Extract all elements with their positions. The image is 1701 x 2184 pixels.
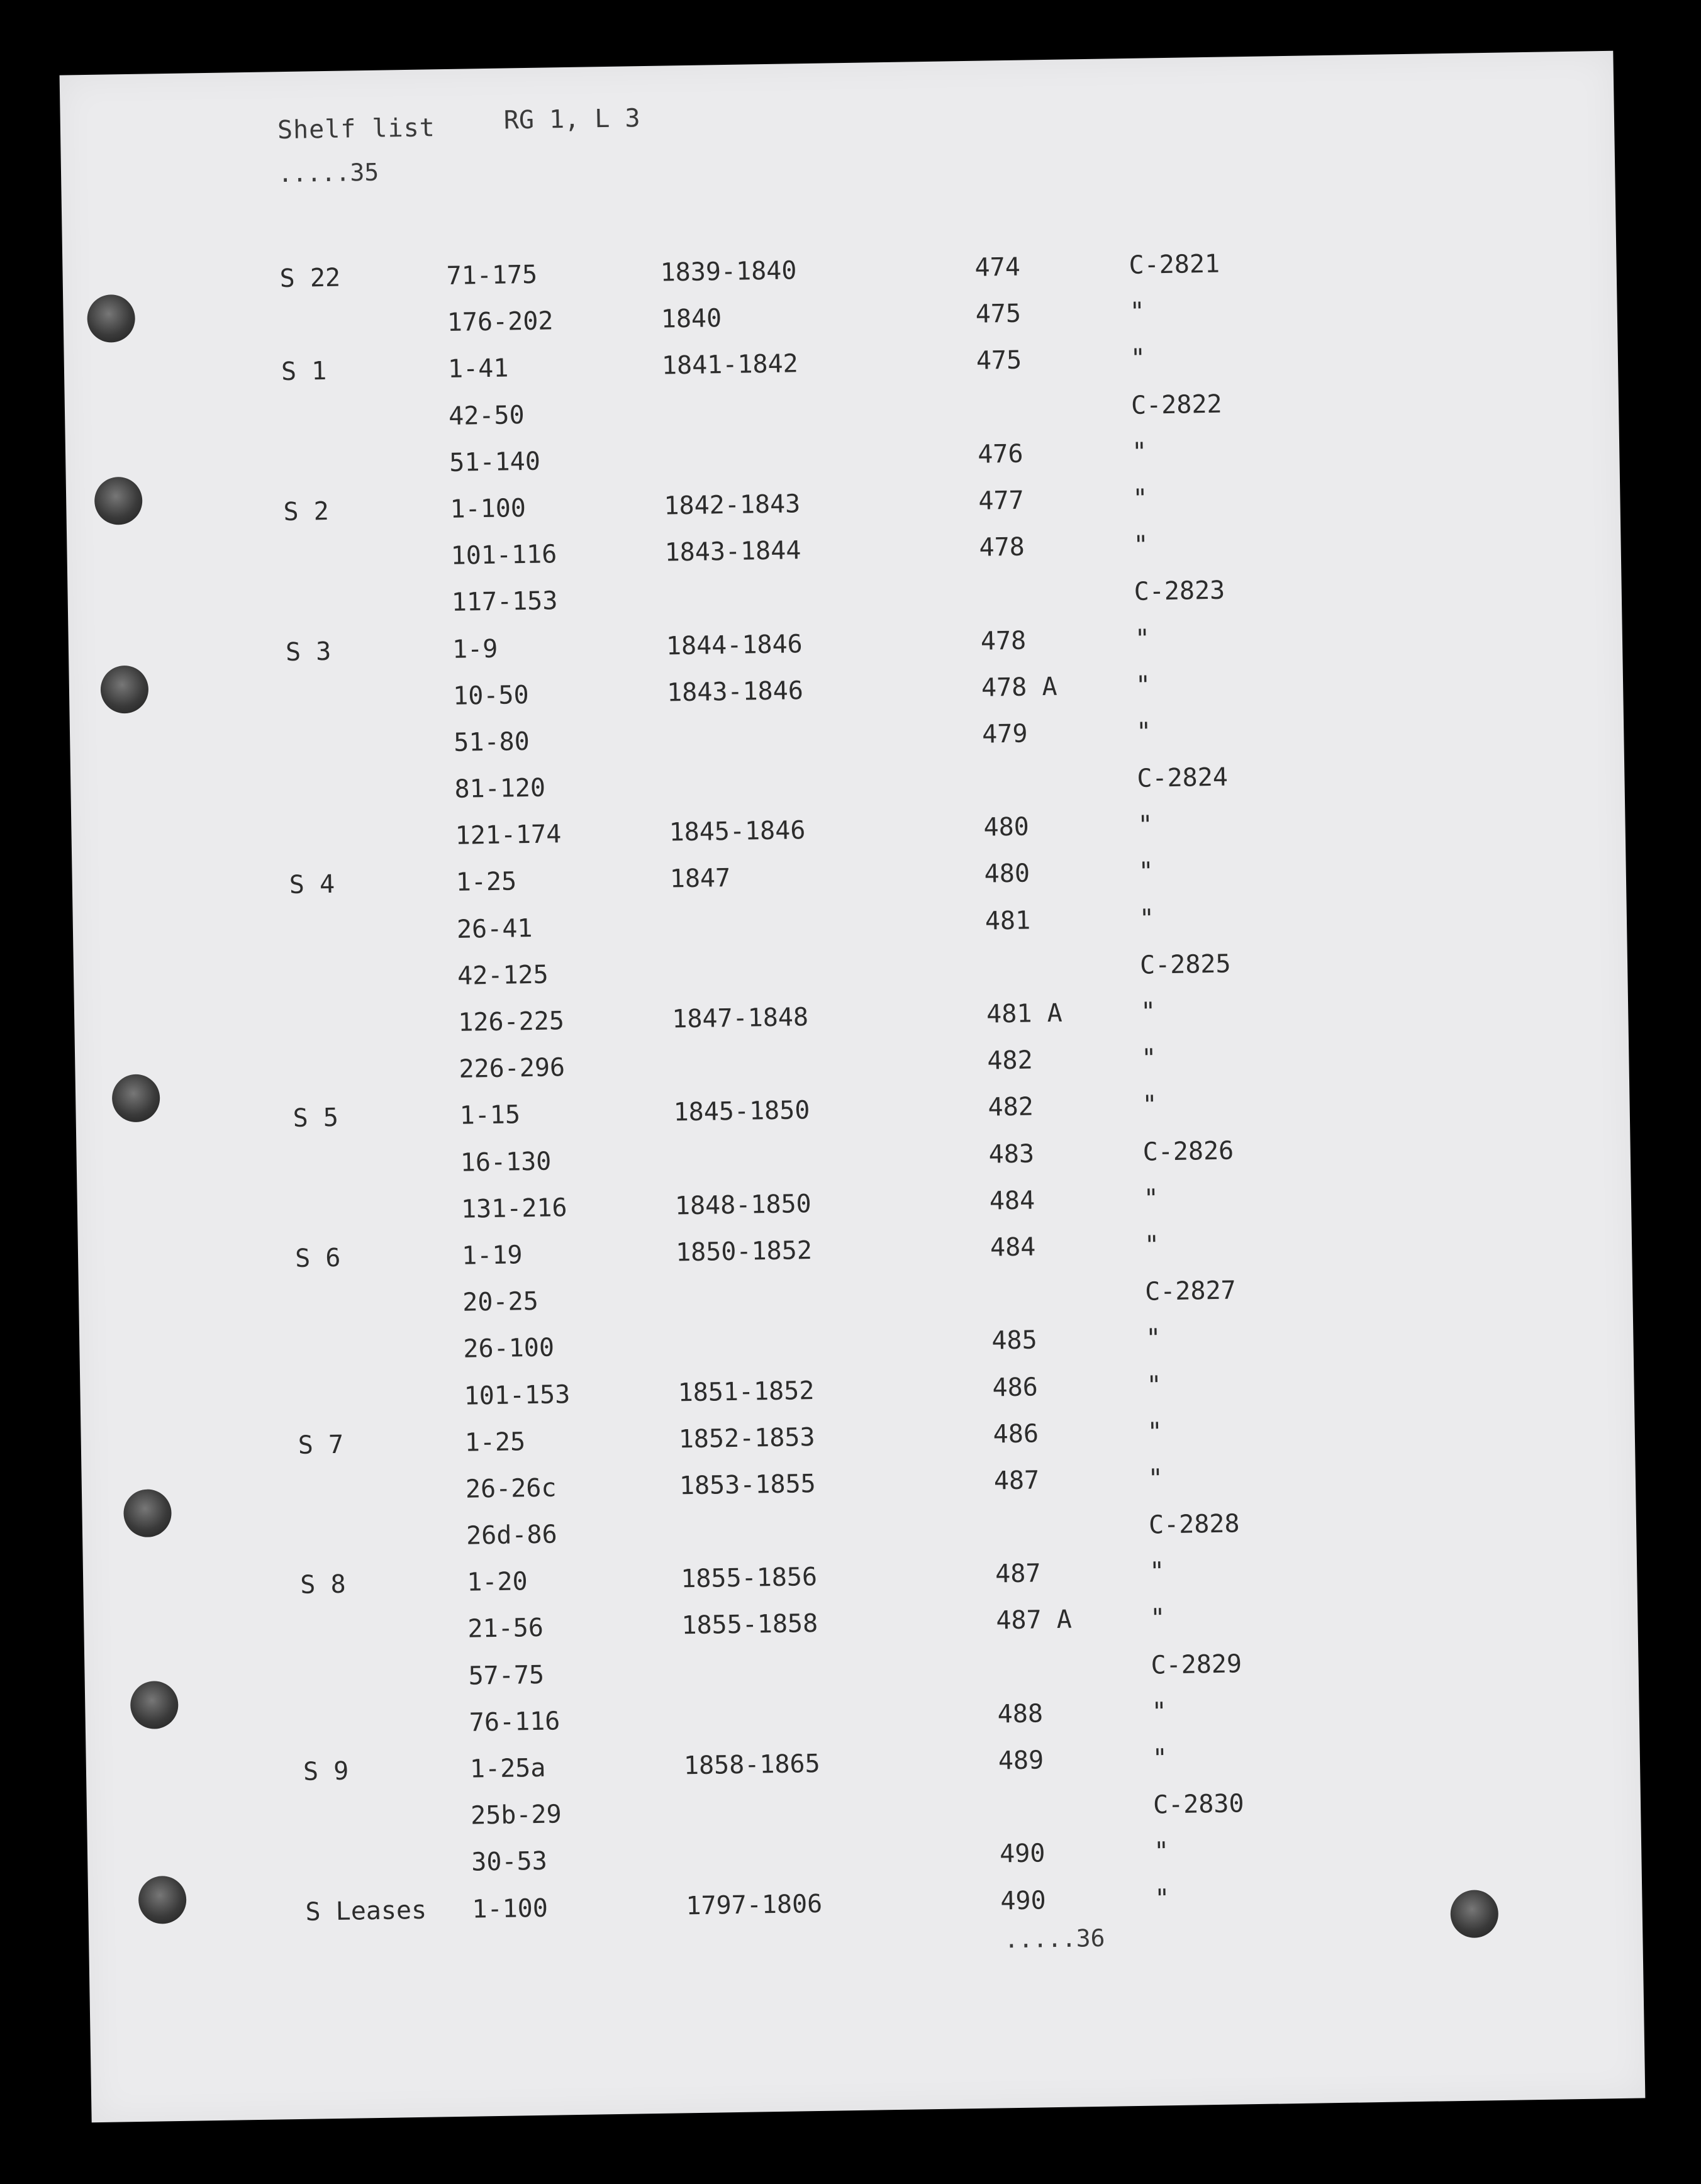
dates-cell: 1853-1855 xyxy=(679,1469,817,1501)
range-cell: 26-41 xyxy=(456,913,533,944)
range-cell: 42-50 xyxy=(448,400,525,431)
reel-cell: C-2825 xyxy=(1139,949,1231,980)
dates-cell: 1847 xyxy=(669,864,731,894)
reel-cell: " xyxy=(1129,297,1146,327)
reel-cell: " xyxy=(1141,1044,1157,1073)
volume-cell: 478 xyxy=(979,532,1025,562)
reel-cell: C-2821 xyxy=(1129,249,1220,280)
reel-cell: " xyxy=(1140,997,1156,1027)
series-cell: S 7 xyxy=(298,1430,344,1460)
range-cell: 117-153 xyxy=(451,586,558,618)
dates-cell: 1858-1865 xyxy=(683,1749,821,1781)
volume-cell: 482 xyxy=(988,1092,1034,1122)
range-cell: 1-25 xyxy=(455,867,517,898)
reel-cell: C-2822 xyxy=(1130,389,1222,420)
range-cell: 126-225 xyxy=(457,1006,565,1037)
volume-cell: 481 A xyxy=(986,998,1062,1029)
reel-cell: " xyxy=(1147,1464,1164,1493)
reel-cell: " xyxy=(1132,484,1148,513)
range-cell: 1-25a xyxy=(469,1753,546,1784)
reel-cell: C-2823 xyxy=(1134,576,1225,607)
range-cell: 16-130 xyxy=(460,1147,552,1178)
series-cell: S 3 xyxy=(285,637,332,667)
binder-hole xyxy=(1450,1890,1498,1938)
dates-cell: 1852-1853 xyxy=(678,1422,815,1454)
volume-cell: 478 A xyxy=(981,672,1057,703)
volume-cell: 477 xyxy=(978,486,1025,516)
range-cell: 57-75 xyxy=(468,1660,545,1691)
range-cell: 101-153 xyxy=(464,1379,571,1411)
dates-cell: 1851-1852 xyxy=(678,1376,815,1407)
volume-cell: 487 xyxy=(995,1559,1041,1589)
range-cell: 51-80 xyxy=(453,727,530,757)
reel-cell: " xyxy=(1139,904,1155,933)
volume-cell: 475 xyxy=(976,346,1022,376)
reel-cell: C-2827 xyxy=(1144,1276,1237,1306)
volume-cell: 487 xyxy=(993,1466,1040,1496)
range-cell: 42-125 xyxy=(457,960,549,991)
reel-cell: " xyxy=(1147,1417,1163,1447)
binder-hole xyxy=(94,477,143,525)
volume-cell: 484 xyxy=(990,1232,1036,1262)
range-cell: 71-175 xyxy=(446,260,538,291)
volume-cell: 475 xyxy=(975,299,1022,329)
series-cell: S 5 xyxy=(293,1103,339,1134)
binder-hole xyxy=(87,294,135,343)
reel-cell: C-2829 xyxy=(1151,1649,1242,1680)
binder-hole xyxy=(123,1489,172,1537)
reel-cell: C-2828 xyxy=(1148,1509,1240,1540)
reel-cell: " xyxy=(1143,1184,1159,1213)
series-cell: S 6 xyxy=(294,1243,341,1273)
reel-cell: " xyxy=(1146,1370,1162,1400)
reel-cell: C-2824 xyxy=(1137,762,1229,793)
range-cell: 1-25 xyxy=(464,1427,526,1457)
range-cell: 81-120 xyxy=(454,773,546,804)
reel-cell: C-2830 xyxy=(1152,1789,1244,1820)
volume-cell: 476 xyxy=(977,439,1023,469)
series-cell: S 4 xyxy=(289,870,335,900)
reel-cell: " xyxy=(1152,1744,1168,1773)
reel-cell: " xyxy=(1142,1090,1157,1120)
range-cell: 21-56 xyxy=(467,1613,544,1644)
dates-cell: 1850-1852 xyxy=(675,1235,813,1268)
reel-cell: " xyxy=(1149,1603,1166,1634)
reel-cell: " xyxy=(1130,343,1146,374)
volume-cell: 490 xyxy=(1000,1885,1046,1916)
volume-cell: 481 xyxy=(984,906,1031,936)
volume-cell: 474 xyxy=(974,252,1021,282)
dates-cell: 1842-1843 xyxy=(664,489,801,521)
range-cell: 20-25 xyxy=(462,1287,539,1317)
reel-cell: " xyxy=(1151,1697,1168,1727)
reel-cell: C-2826 xyxy=(1142,1136,1234,1167)
volume-cell: 484 xyxy=(989,1186,1035,1216)
volume-cell: 485 xyxy=(991,1325,1037,1356)
volume-cell: 482 xyxy=(987,1045,1033,1076)
binder-hole xyxy=(112,1074,160,1122)
volume-cell: 487 A xyxy=(996,1605,1073,1635)
range-cell: 10-50 xyxy=(452,680,529,711)
range-cell: 1-19 xyxy=(461,1240,523,1271)
reel-cell: " xyxy=(1138,857,1154,887)
dates-cell: 1841-1842 xyxy=(661,349,799,381)
dates-cell: 1839-1840 xyxy=(660,256,797,287)
range-cell: 25b-29 xyxy=(470,1800,562,1830)
volume-cell: 478 xyxy=(980,626,1027,656)
range-cell: 176-202 xyxy=(447,306,554,338)
volume-cell: 480 xyxy=(984,859,1030,889)
continued-from: .....35 xyxy=(277,158,379,188)
range-cell: 131-216 xyxy=(460,1193,567,1224)
reel-cell: " xyxy=(1135,671,1151,700)
range-cell: 26d-86 xyxy=(466,1520,557,1551)
dates-cell: 1847-1848 xyxy=(671,1003,809,1034)
dates-cell: 1843-1846 xyxy=(666,676,804,708)
dates-cell: 1848-1850 xyxy=(674,1189,812,1221)
dates-cell: 1843-1844 xyxy=(664,536,801,567)
series-cell: S 1 xyxy=(281,357,327,387)
binder-hole xyxy=(100,666,148,714)
dates-cell: 1844-1846 xyxy=(666,629,803,661)
reel-cell: " xyxy=(1145,1323,1161,1354)
range-cell: 26-26c xyxy=(465,1473,557,1504)
range-cell: 101-116 xyxy=(450,540,557,571)
series-cell: S 22 xyxy=(279,263,341,294)
shelf-list-table xyxy=(279,238,1375,1935)
volume-cell: 489 xyxy=(998,1746,1044,1776)
range-cell: 1-20 xyxy=(466,1567,528,1597)
dates-cell: 1845-1846 xyxy=(669,816,806,847)
volume-cell: 486 xyxy=(992,1372,1039,1403)
dates-cell: 1855-1856 xyxy=(680,1563,818,1594)
header-reference: RG 1, L 3 xyxy=(503,104,640,135)
range-cell: 1-100 xyxy=(472,1893,549,1924)
reel-cell: " xyxy=(1154,1883,1170,1914)
series-cell: S Leases xyxy=(305,1895,427,1927)
range-cell: 226-296 xyxy=(459,1053,566,1084)
series-cell: S 2 xyxy=(283,496,330,527)
range-cell: 30-53 xyxy=(471,1847,548,1878)
header-title: Shelf list xyxy=(277,113,436,145)
binder-hole xyxy=(130,1681,179,1729)
dates-cell: 1797-1806 xyxy=(686,1889,823,1920)
volume-cell: 480 xyxy=(983,812,1030,842)
range-cell: 76-116 xyxy=(469,1707,560,1737)
volume-cell: 483 xyxy=(988,1139,1035,1169)
volume-cell: 490 xyxy=(999,1839,1046,1869)
volume-cell: 479 xyxy=(981,719,1028,749)
binder-hole xyxy=(138,1876,187,1924)
dates-cell: 1845-1850 xyxy=(673,1096,810,1127)
range-cell: 51-140 xyxy=(449,447,541,477)
reel-cell: " xyxy=(1133,530,1149,560)
range-cell: 1-41 xyxy=(447,354,509,384)
reel-cell: " xyxy=(1153,1837,1169,1866)
continued-to: .....36 xyxy=(1003,1924,1105,1954)
document-page xyxy=(60,51,1646,2122)
range-cell: 1-9 xyxy=(452,634,498,664)
reel-cell: " xyxy=(1131,437,1147,467)
range-cell: 26-100 xyxy=(463,1333,555,1364)
reel-cell: " xyxy=(1144,1230,1160,1260)
series-cell: S 8 xyxy=(299,1570,346,1600)
range-cell: 1-100 xyxy=(450,493,527,524)
dates-cell: 1840 xyxy=(661,304,722,334)
series-cell: S 9 xyxy=(303,1756,349,1786)
volume-cell: 488 xyxy=(997,1699,1044,1729)
range-cell: 1-15 xyxy=(459,1100,521,1131)
volume-cell: 486 xyxy=(993,1419,1039,1449)
reel-cell: " xyxy=(1149,1557,1165,1586)
reel-cell: " xyxy=(1134,623,1151,654)
range-cell: 121-174 xyxy=(455,820,562,851)
dates-cell: 1855-1858 xyxy=(681,1609,818,1641)
reel-cell: " xyxy=(1135,717,1152,747)
reel-cell: " xyxy=(1137,810,1153,840)
